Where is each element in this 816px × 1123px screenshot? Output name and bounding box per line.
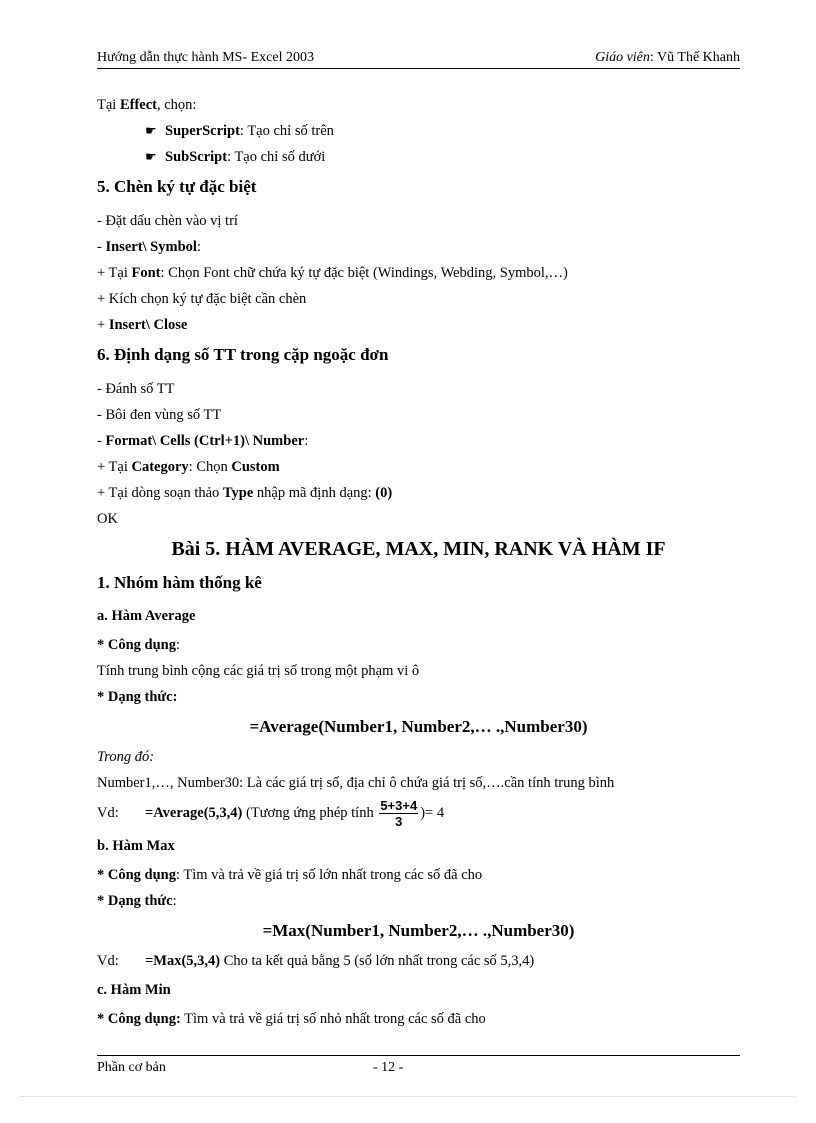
average-form-label: * Dạng thức: [97, 689, 178, 705]
sec6-line-4: + Tại Category: Chọn Custom [97, 459, 280, 475]
average-where-label: Trong đó: [97, 749, 155, 765]
header-title: Hướng dẫn thực hành MS- Excel 2003 [97, 50, 314, 65]
sec5-line-4: + Kích chọn ký tự đặc biệt cần chèn [97, 291, 307, 307]
sec5-line-5: + Insert\ Close [97, 317, 188, 333]
min-heading: c. Hàm Min [97, 982, 171, 998]
min-usage: * Công dụng: Tìm và trả về giá trị số nhỏ nhất trong các số đã cho [97, 1011, 486, 1027]
pointing-hand-icon: ☛ [145, 123, 157, 138]
page-content [97, 92, 740, 1032]
average-where-text: Number1,…, Number30: Là các giá trị số, địa chỉ ô chứa giá trị số,….cần tính trung bình [97, 775, 615, 791]
effect-item-subscript: ☛ SubScript: Tạo chỉ số dưới [97, 144, 740, 170]
section-5-heading: 5. Chèn ký tự đặc biệt [97, 177, 257, 196]
average-example: Vd: =Average(5,3,4) (Tương ứng phép tính $\frac{5+3+4}{3}$ )= 4 [97, 798, 445, 830]
average-usage-label: * Công dụng: [97, 637, 181, 653]
group-1-heading: 1. Nhóm hàm thống kê [97, 573, 262, 592]
header-teacher [595, 50, 740, 66]
pointing-hand-icon: ☛ [145, 149, 157, 164]
fraction: $\frac{5+3+4}{3}$ [380, 798, 418, 830]
sec5-line-2: - Insert\ Symbol: [97, 239, 201, 255]
sec6-line-6: OK [97, 511, 118, 527]
average-usage-text: Tính trung bình cộng các giá trị số trong một phạm vi ô [97, 663, 420, 679]
header-teacher-name: : Vũ Thế Khanh [649, 50, 740, 65]
sec5-line-3: + Tại Font: Chọn Font chữ chứa ký tự đặc biệt (Windings, Webding, Symbol,…) [97, 265, 568, 281]
page-bottom-divider [20, 1096, 796, 1097]
effect-intro: Tại Effect, chọn: [97, 97, 197, 113]
section-6-heading: 6. Định dạng số TT trong cặp ngoặc đơn [97, 345, 389, 364]
header-teacher-label: Giáo viên [595, 50, 650, 65]
page-footer [97, 1055, 740, 1080]
sec6-line-1: - Đánh số TT [97, 381, 175, 397]
average-formula: =Average(Number1, Number2,… .,Number30) [249, 717, 588, 736]
footer-section: Phần cơ bản [97, 1060, 166, 1075]
average-heading: a. Hàm Average [97, 608, 196, 624]
page-header [97, 48, 740, 69]
effect-item-superscript: ☛ SuperScript: Tạo chỉ số trên [97, 118, 740, 144]
sec6-line-5: + Tại dòng soạn thảo Type nhập mã định dạng: (0) [97, 485, 393, 501]
max-heading: b. Hàm Max [97, 838, 175, 854]
lesson-title: Bài 5. HÀM AVERAGE, MAX, MIN, RANK VÀ HÀM IF [171, 538, 666, 560]
page-number: - 12 - [373, 1060, 404, 1075]
sec6-line-2: - Bôi đen vùng số TT [97, 407, 222, 423]
sec5-line-1: - Đặt dấu chèn vào vị trí [97, 213, 238, 229]
sec6-line-3: - Format\ Cells (Ctrl+1)\ Number: [97, 433, 309, 449]
max-example: Vd: =Max(5,3,4) Cho ta kết quả bằng 5 (số lớn nhất trong các số 5,3,4) [97, 953, 535, 969]
max-formula: =Max(Number1, Number2,… .,Number30) [262, 921, 575, 940]
max-form-label: * Dạng thức: [97, 893, 177, 909]
max-usage: * Công dụng: Tìm và trả về giá trị số lớn nhất trong các số đã cho [97, 867, 483, 883]
